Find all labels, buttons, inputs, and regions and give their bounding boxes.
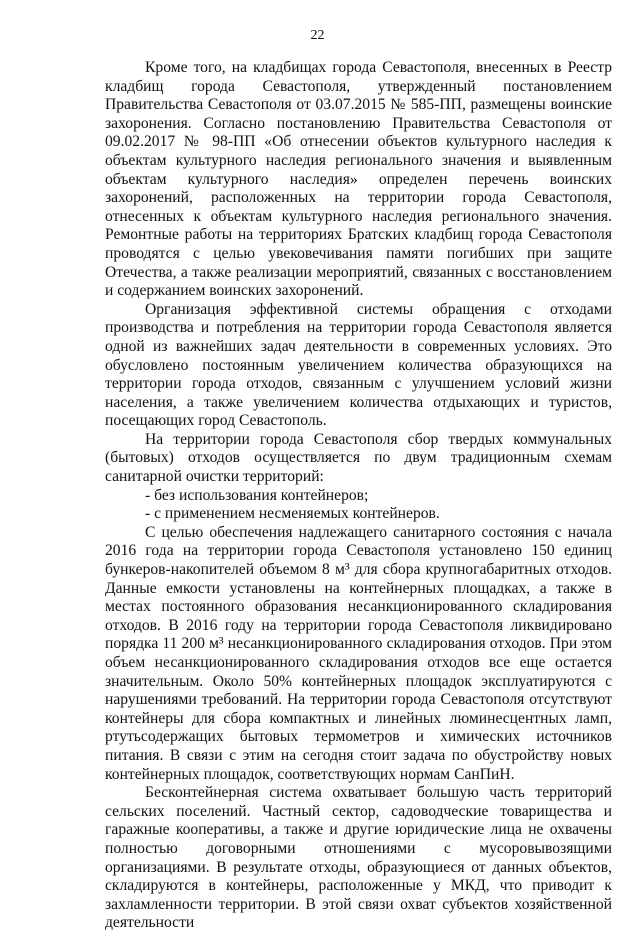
paragraph-containerless-system: Бесконтейнерная система охватывает большую часть территорий сельских поселений. Частный сектор, садоводческие товарищества и гаражные кооперативы, а также и другие юридические лица не охвачены полностью договорными отношениями с мусоровывозящими организациями. В результате отходы, образующиеся от данных объектов, складируются в контейнеры, расположенные у МКД, что приводит к захламленности территории. В этой связи охват субъектов хозяйственной деятельности [105, 784, 612, 932]
paragraph-collection-schemes: На территории города Севастополя сбор твердых коммунальных (бытовых) отходов осуществляется по двум традиционным схемам санитарной очистки территорий: [105, 430, 612, 486]
paragraph-waste-management-system: Организация эффективной системы обращения с отходами производства и потребления на территории города Севастополя является одной из важнейших задач деятельности в современных условиях. Это обусловлено постоянным увеличением количества образующихся на территории города отходов, связанным с улучшением условий жизни населения, а также увеличением количества отдыхающих и туристов, посещающих город Севастополь. [105, 300, 612, 430]
paragraph-sanitary-measures: С целью обеспечения надлежащего санитарного состояния с начала 2016 года на территории города Севастополя установлено 150 единиц бункеров-накопителей объемом 8 м³ для сбора крупногабаритных отходов. Данные емкости установлены на контейнерных площадках, а также в местах постоянного образования несанкционированного складирования отходов. В 2016 году на территории города Севастополя ликвидировано порядка 11 200 м³ несанкционированного складирования отходов. При этом объем несанкционированного складирования отходов все еще остается значительным. Около 50% контейнерных площадок эксплуатируются с нарушениями требований. На территории города Севастополя отсутствуют контейнеры для сбора компактных и линейных люминесцентных ламп, ртутьсодержащих бытовых термометров и химических источников питания. В связи с этим на сегодня стоит задача по обустройству новых контейнерных площадок, соответствующих нормам СанПиН. [105, 523, 612, 783]
list-item-without-containers: - без использования контейнеров; [145, 486, 369, 504]
page-number: 22 [310, 28, 325, 43]
document-body [105, 59, 612, 933]
list-item-fixed-containers: - с применением несменяемых контейнеров. [145, 505, 440, 523]
paragraph-military-burials: Кроме того, на кладбищах города Севастополя, внесенных в Реестр кладбищ города Севастополя, утвержденный постановлением Правительства Севастополя от 03.07.2015 № 585-ПП, размещены воинские захоронения. Согласно постановлению Правительства Севастополя от 09.02.2017 № 98-ПП «Об отнесении объектов культурного наследия к объектам культурного наследия регионального значения и выявленным объектам культурного наследия» определен перечень воинских захоронений, расположенных на территории города Севастополя, отнесенных к объектам культурного наследия регионального значения. Ремонтные работы на территориях Братских кладбищ города Севастополя проводятся с целью увековечивания памяти погибших при защите Отечества, а также реализации мероприятий, связанных с восстановлением и содержанием воинских захоронений. [105, 59, 612, 300]
